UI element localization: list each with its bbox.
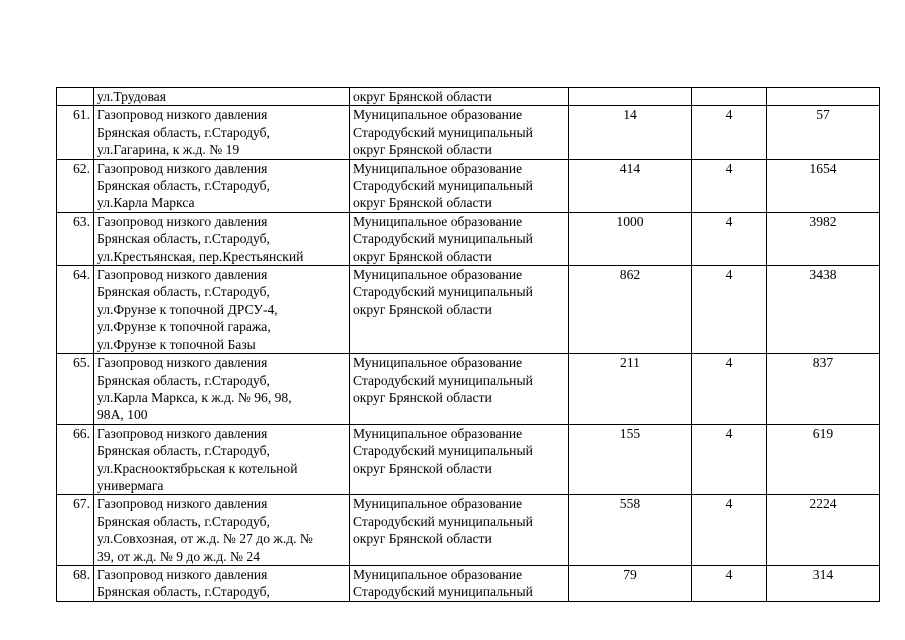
- cell-term: [692, 88, 767, 106]
- cell-term: 4: [692, 565, 767, 601]
- cell-number: 68.: [57, 565, 94, 601]
- cell-value: [767, 88, 880, 106]
- cell-term: 4: [692, 212, 767, 265]
- cell-owner: Муниципальное образование Стародубский муниципальный округ Брянской области: [350, 212, 569, 265]
- cell-object-name: Газопровод низкого давления Брянская область, г.Стародуб, ул.Совхозная, от ж.д. № 27 до ж.д. № 39, от ж.д. № 9 до ж.д. № 24: [94, 495, 350, 566]
- cell-length: 14: [569, 106, 692, 159]
- table-row: [57, 354, 880, 425]
- cell-value: 314: [767, 565, 880, 601]
- cell-value: 837: [767, 354, 880, 425]
- cell-object-name: Газопровод низкого давления Брянская область, г.Стародуб,: [94, 565, 350, 601]
- cell-owner: округ Брянской области: [350, 88, 569, 106]
- cell-number: 61.: [57, 106, 94, 159]
- cell-term: 4: [692, 354, 767, 425]
- cell-value: 3438: [767, 266, 880, 354]
- cell-owner: Муниципальное образование Стародубский муниципальный округ Брянской области: [350, 266, 569, 354]
- cell-length: [569, 88, 692, 106]
- cell-object-name: Газопровод низкого давления Брянская область, г.Стародуб, ул.Фрунзе к топочной ДРСУ-4, ул.Фрунзе к топочной гаража, ул.Фрунзе к топочной Базы: [94, 266, 350, 354]
- cell-value: 2224: [767, 495, 880, 566]
- cell-term: 4: [692, 266, 767, 354]
- cell-number: [57, 88, 94, 106]
- cell-length: 414: [569, 159, 692, 212]
- cell-object-name: ул.Трудовая: [94, 88, 350, 106]
- cell-owner: Муниципальное образование Стародубский муниципальный: [350, 565, 569, 601]
- cell-term: 4: [692, 424, 767, 495]
- cell-length: 79: [569, 565, 692, 601]
- cell-owner: Муниципальное образование Стародубский муниципальный округ Брянской области: [350, 354, 569, 425]
- cell-value: 1654: [767, 159, 880, 212]
- cell-term: 4: [692, 495, 767, 566]
- cell-owner: Муниципальное образование Стародубский муниципальный округ Брянской области: [350, 424, 569, 495]
- table-body: [57, 88, 880, 602]
- cell-value: 619: [767, 424, 880, 495]
- cell-value: 57: [767, 106, 880, 159]
- table-row: [57, 495, 880, 566]
- cell-number: 66.: [57, 424, 94, 495]
- cell-length: 558: [569, 495, 692, 566]
- table-row: [57, 424, 880, 495]
- cell-object-name: Газопровод низкого давления Брянская область, г.Стародуб, ул.Гагарина, к ж.д. № 19: [94, 106, 350, 159]
- cell-length: 1000: [569, 212, 692, 265]
- table-row: [57, 212, 880, 265]
- cell-value: 3982: [767, 212, 880, 265]
- table-row: [57, 266, 880, 354]
- cell-object-name: Газопровод низкого давления Брянская область, г.Стародуб, ул.Карла Маркса, к ж.д. № 96, 98, 98А, 100: [94, 354, 350, 425]
- cell-term: 4: [692, 159, 767, 212]
- cell-object-name: Газопровод низкого давления Брянская область, г.Стародуб, ул.Крестьянская, пер.Крестьянский: [94, 212, 350, 265]
- cell-owner: Муниципальное образование Стародубский муниципальный округ Брянской области: [350, 159, 569, 212]
- cell-number: 63.: [57, 212, 94, 265]
- cell-number: 64.: [57, 266, 94, 354]
- table-row-continued: [57, 88, 880, 106]
- table-row: [57, 565, 880, 601]
- cell-length: 155: [569, 424, 692, 495]
- cell-object-name: Газопровод низкого давления Брянская область, г.Стародуб, ул.Карла Маркса: [94, 159, 350, 212]
- cell-object-name: Газопровод низкого давления Брянская область, г.Стародуб, ул.Краснооктябрьская к котельной универмага: [94, 424, 350, 495]
- table-row: [57, 106, 880, 159]
- cell-number: 65.: [57, 354, 94, 425]
- cell-length: 211: [569, 354, 692, 425]
- cell-length: 862: [569, 266, 692, 354]
- table-row: [57, 159, 880, 212]
- cell-number: 67.: [57, 495, 94, 566]
- cell-term: 4: [692, 106, 767, 159]
- gas-pipeline-register-table: [56, 87, 880, 602]
- cell-owner: Муниципальное образование Стародубский муниципальный округ Брянской области: [350, 106, 569, 159]
- cell-number: 62.: [57, 159, 94, 212]
- cell-owner: Муниципальное образование Стародубский муниципальный округ Брянской области: [350, 495, 569, 566]
